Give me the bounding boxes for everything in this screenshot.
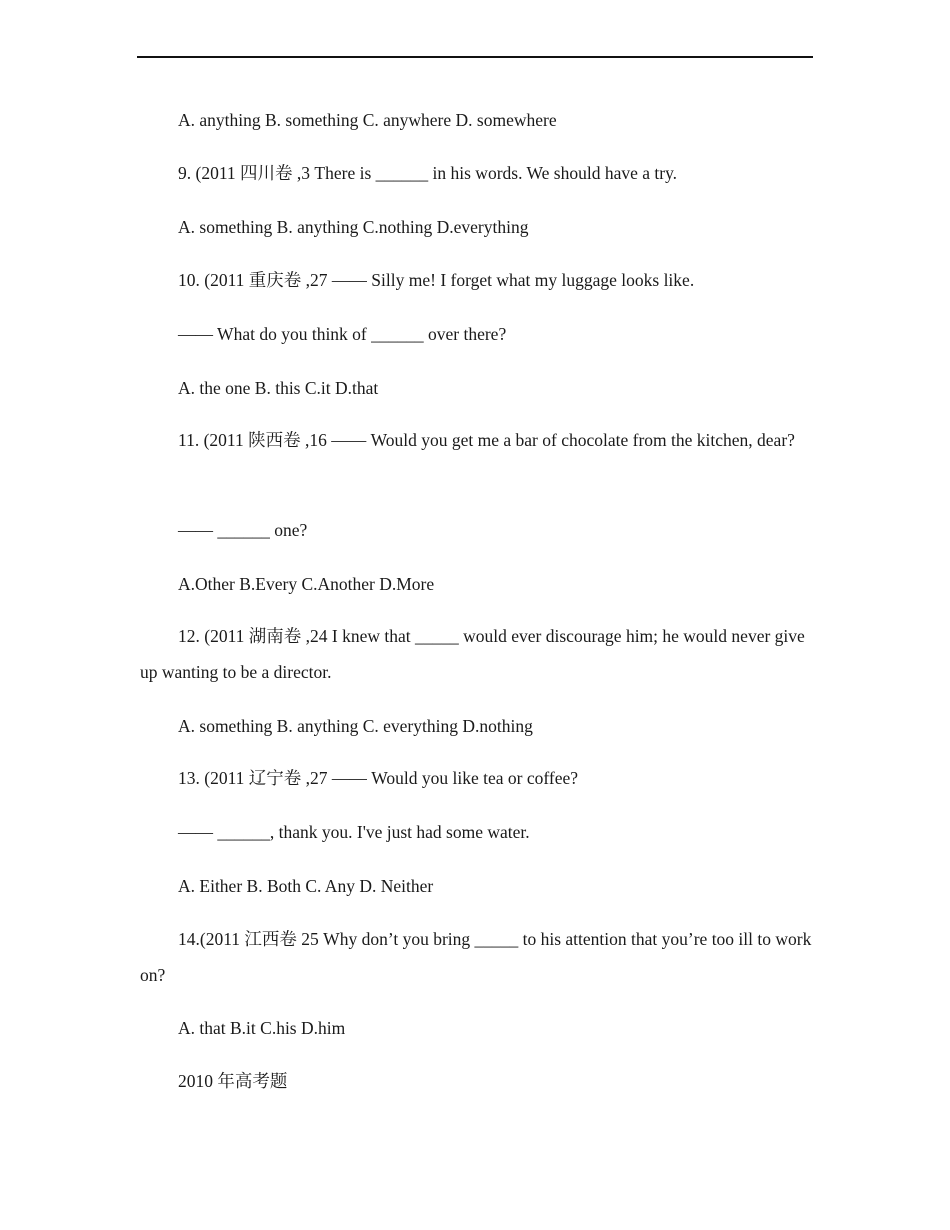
q13-reply: —— ______, thank you. I've just had some water. <box>178 822 530 842</box>
header-rule <box>137 56 813 58</box>
q10-options: A. the one B. this C.it D.that <box>178 378 379 398</box>
q11-reply: —— ______ one? <box>178 520 308 540</box>
q14-stem: 14.(2011 江西卷 25 Why don’t you bring _____ to his attention that you’re too ill to work on? <box>140 929 812 985</box>
q13-options: A. Either B. Both C. Any D. Neither <box>178 876 434 896</box>
q10-stem: 10. (2011 重庆卷 ,27 —— Silly me! I forget what my luggage looks like. <box>178 270 695 290</box>
q14-options: A. that B.it C.his D.him <box>178 1018 346 1038</box>
section-heading: 2010 年高考题 <box>178 1071 288 1091</box>
q12-options: A. something B. anything C. everything D.nothing <box>178 716 533 736</box>
q8-options: A. anything B. something C. anywhere D. somewhere <box>178 110 557 130</box>
q10-reply: —— What do you think of ______ over there? <box>178 324 507 344</box>
q9-options: A. something B. anything C.nothing D.everything <box>178 217 529 237</box>
q11-stem: 11. (2011 陕西卷 ,16 —— Would you get me a bar of chocolate from the kitchen, dear? <box>178 430 795 450</box>
q12-stem: 12. (2011 湖南卷 ,24 I knew that _____ would ever discourage him; he would never give up wanting to be a director. <box>140 626 805 682</box>
q9-stem: 9. (2011 四川卷 ,3 There is ______ in his words. We should have a try. <box>178 163 678 183</box>
q13-stem: 13. (2011 辽宁卷 ,27 —— Would you like tea or coffee? <box>178 768 579 788</box>
q11-options: A.Other B.Every C.Another D.More <box>178 574 435 594</box>
